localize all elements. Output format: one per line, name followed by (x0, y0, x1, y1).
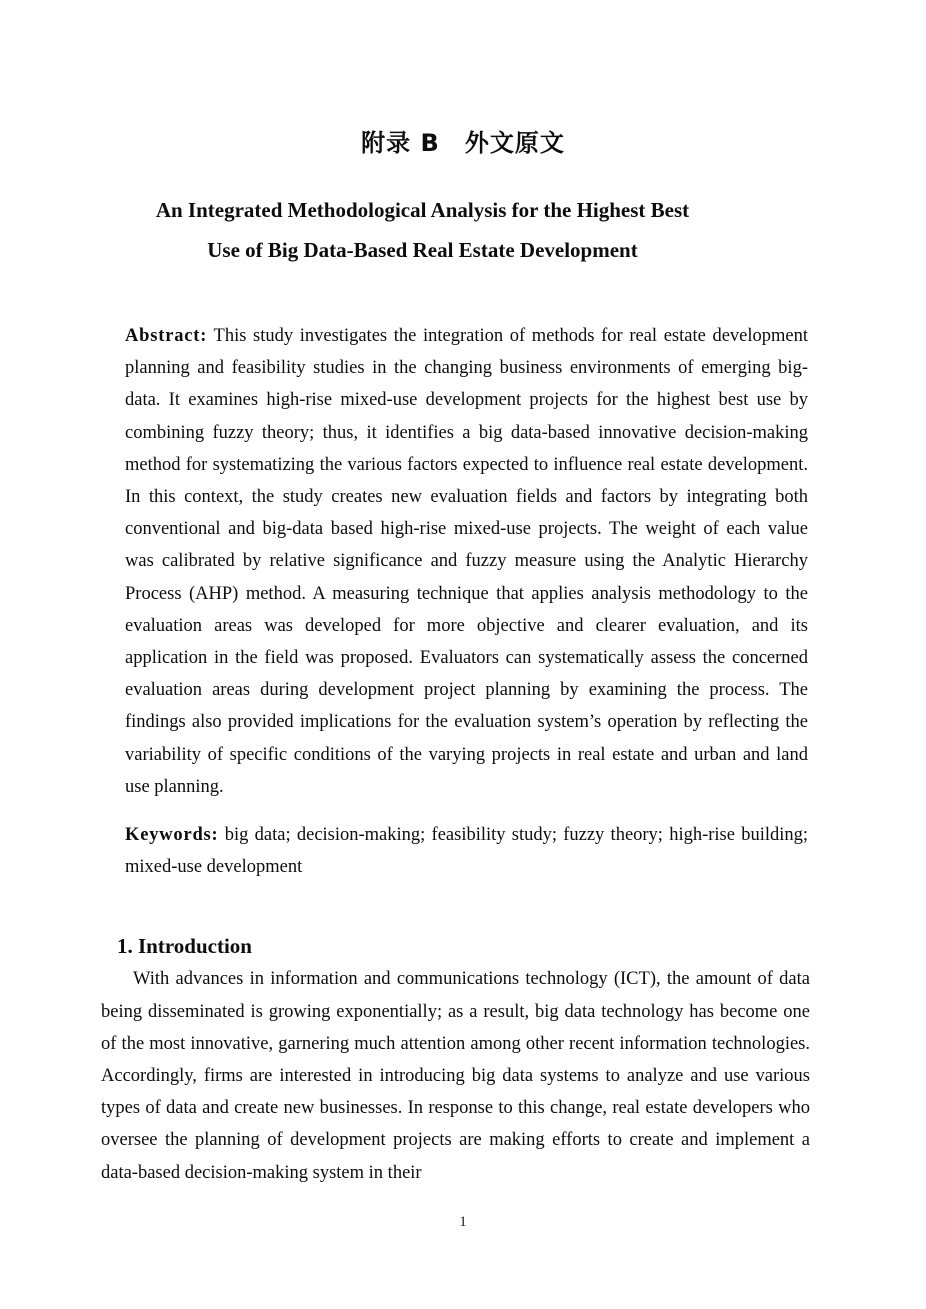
page-number: 1 (459, 1214, 467, 1230)
abstract-paragraph (125, 320, 808, 803)
abstract-text: This study investigates the integration of methods for real estate development planning and feasibility studies in the changing business environments of emerging big-data. It examines high-rise mixed-use development projects for the highest best use by combining fuzzy theory; thus, it identifies a big data-based innovative decision-making method for systematizing the various factors expected to influence real estate development. In this context, the study creates new evaluation fields and factors by integrating both conventional and big-data based high-rise mixed-use projects. The weight of each value was calibrated by relative significance and fuzzy measure using the Analytic Hierarchy Process (AHP) method. A measuring technique that applies analysis methodology to the evaluation areas was developed for more objective and clearer evaluation, and its application in the field was proposed. Evaluators can systematically assess the concerned evaluation areas during development project planning by examining the process. The findings also provided implications for the evaluation system’s operation by reflecting the variability of specific conditions of the varying projects in real estate and urban and land use planning. (125, 326, 808, 797)
paper-title-line1: An Integrated Methodological Analysis for the Highest Best (155, 198, 690, 222)
section-heading-introduction: 1. Introduction (117, 934, 252, 959)
appendix-heading: 附录 B 外文原文 (361, 129, 565, 157)
abstract-label: Abstract: (125, 326, 208, 346)
introduction-paragraph: With advances in information and communications technology (ICT), the amount of data being disseminated is growing exponentially; as a result, big data technology has become one of the most innovative, garnering much attention among other recent information technologies. Accordingly, firms are interested in introducing big data systems to analyze and use various types of data and create new businesses. In response to this change, real estate developers who oversee the planning of development projects are making efforts to create and implement a data-based decision-making system in their (101, 969, 810, 1183)
paper-title-line2: Use of Big Data-Based Real Estate Development (207, 238, 638, 262)
paper-title (101, 190, 744, 270)
keywords-label: Keywords: (125, 825, 219, 846)
keywords-text: big data; decision-making; feasibility study; fuzzy theory; high-rise building; mixed-use development (125, 825, 809, 878)
keywords-paragraph (125, 819, 808, 883)
